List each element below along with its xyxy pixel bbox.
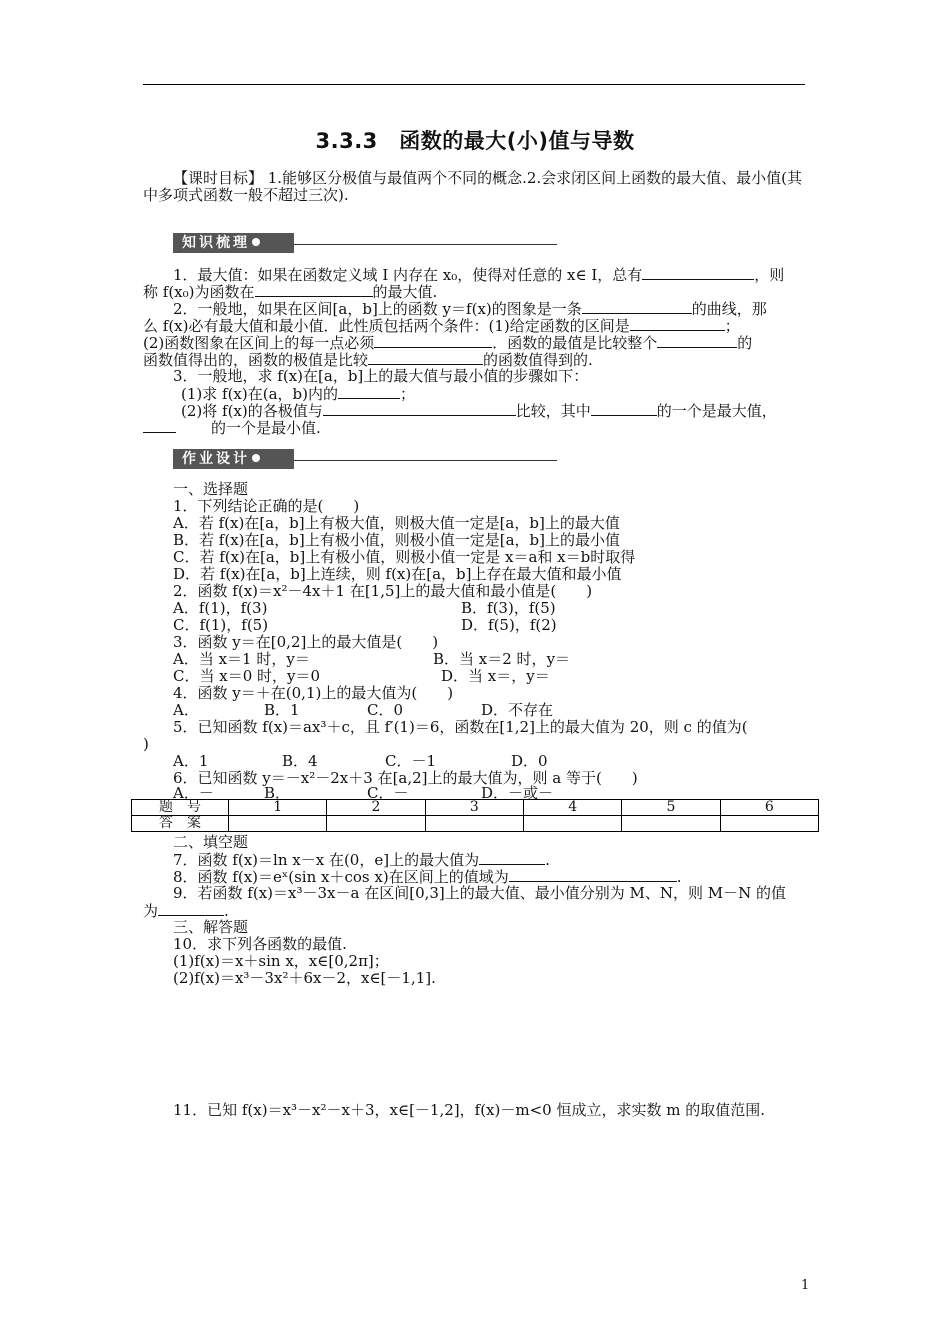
question-2: 2．函数 f(x)＝x²－4x＋1 在[1,5]上的最大值和最小值是( ) <box>173 582 593 600</box>
knowledge-item-3-step1: (1)求 f(x)在(a，b)内的 ； <box>181 385 415 403</box>
question-1-option-c: C．若 f(x)在[a，b]上有极小值，则极小值一定是 x＝a和 x＝b时取得 <box>173 548 636 566</box>
fill-blank <box>642 266 754 280</box>
knowledge-item-2-cont: (2)函数图象在区间上的每一点必须 ．函数的最值是比较整个 的 <box>143 334 753 352</box>
fill-blank <box>479 851 545 865</box>
part-heading-solve: 三、解答题 <box>173 918 249 936</box>
question-9: 9．若函数 f(x)＝x³－3x－a 在区间[0,3]上的最大值、最小值分别为 M、N，则 M－N 的值 <box>173 884 787 902</box>
question-2-option-c: C．f(1)，f(5) <box>173 616 269 634</box>
question-3-option-c: C．当 x＝0 时，y＝0 <box>173 667 321 685</box>
fill-blank <box>143 419 176 433</box>
knowledge-item-2: 2．一般地，如果在区间[a，b]上的函数 y＝f(x)的图象是一条 的曲线，那 <box>173 300 767 318</box>
header-rule <box>143 84 805 85</box>
bullet-dot-icon <box>252 454 260 462</box>
question-6-option-b: B． <box>264 784 291 802</box>
question-1-option-b: B．若 f(x)在[a，b]上有极小值，则极小值一定是[a，b]上的最小值 <box>173 531 621 549</box>
question-1-option-d: D．若 f(x)在[a，b]上连续，则 f(x)在[a，b]上存在最大值和最小值 <box>173 565 622 583</box>
table-header-cell: 1 <box>229 800 327 816</box>
knowledge-item-1: 1．最大值：如果在函数定义域 I 内存在 x₀，使得对任意的 x∈ I，总有 ，则 <box>173 266 785 284</box>
fill-blank <box>255 283 373 297</box>
table-header-cell: 3 <box>425 800 523 816</box>
question-5-option-a: A．1 <box>173 752 209 770</box>
answer-cell[interactable] <box>327 816 425 832</box>
section-rule <box>294 460 557 461</box>
fill-blank <box>582 300 692 314</box>
knowledge-item-2-cont: 函数值得出的，函数的极值是比较 的函数值得到的. <box>143 351 593 369</box>
answer-cell[interactable] <box>523 816 621 832</box>
fill-blank <box>368 351 483 365</box>
table-header-cell: 6 <box>720 800 818 816</box>
answer-cell[interactable] <box>720 816 818 832</box>
page-number: 1 <box>801 1278 810 1293</box>
question-6-option-c: C．－ <box>367 784 409 802</box>
question-3-option-b: B．当 x＝2 时，y＝ <box>433 650 571 668</box>
section-homework-label: 作业设计 <box>182 451 250 467</box>
question-7: 7．函数 f(x)＝ln x－x 在(0，e]上的最大值为 . <box>173 851 550 869</box>
table-header-cell: 题 号 <box>132 800 229 816</box>
question-10-part-2: (2)f(x)＝x³－3x²＋6x－2，x∈[－1,1]. <box>173 969 436 987</box>
question-10: 10．求下列各函数的最值. <box>173 935 347 953</box>
question-4: 4．函数 y＝＋在(0,1)上的最大值为( ) <box>173 684 454 702</box>
fill-blank <box>591 402 657 416</box>
question-6-option-a: A．－ <box>173 784 214 802</box>
question-2-option-a: A．f(1)，f(3) <box>173 599 268 617</box>
question-3-option-a: A．当 x＝1 时，y＝ <box>173 650 310 668</box>
answer-cell[interactable] <box>425 816 523 832</box>
question-6-option-d: D．－或－ <box>481 784 554 802</box>
fill-blank <box>158 902 224 916</box>
question-4-option-c: C．0 <box>367 701 404 719</box>
fill-blank <box>509 868 677 882</box>
part-heading-choice: 一、选择题 <box>173 480 249 498</box>
question-6: 6．已知函数 y＝－x²－2x＋3 在[a,2]上的最大值为，则 a 等于( ) <box>173 769 638 787</box>
question-4-option-b: B．1 <box>264 701 300 719</box>
question-5-cont: ) <box>143 735 149 753</box>
page-title: 3.3.3 函数的最大(小)值与导数 <box>315 129 635 153</box>
answer-table <box>131 799 819 832</box>
table-header-cell: 2 <box>327 800 425 816</box>
question-4-option-a: A． <box>173 701 199 719</box>
question-11: 11．已知 f(x)＝x³－x²－x＋3，x∈[－1,2]，f(x)－m<0 恒成立，求实数 m 的取值范围. <box>173 1101 765 1119</box>
fill-blank <box>338 385 400 399</box>
fill-blank <box>630 317 725 331</box>
question-5-option-b: B．4 <box>282 752 318 770</box>
fill-blank <box>323 402 516 416</box>
question-9-cont: 为 . <box>143 902 229 920</box>
question-1-option-a: A．若 f(x)在[a，b]上有极大值，则极大值一定是[a，b]上的最大值 <box>173 514 620 532</box>
section-badge-homework <box>173 449 294 469</box>
knowledge-item-1-cont: 称 f(x₀)为函数在 的最大值. <box>143 283 438 301</box>
fill-blank <box>657 334 737 348</box>
bullet-dot-icon <box>252 238 260 246</box>
question-1: 1．下列结论正确的是( ) <box>173 497 360 515</box>
answer-cell[interactable] <box>229 816 327 832</box>
part-heading-fill: 二、填空题 <box>173 833 249 851</box>
table-row <box>132 800 819 816</box>
section-knowledge-label: 知识梳理 <box>182 235 250 251</box>
answer-cell[interactable] <box>622 816 720 832</box>
section-badge-knowledge <box>173 233 294 253</box>
knowledge-item-3: 3．一般地，求 f(x)在[a，b]上的最大值与最小值的步骤如下： <box>173 367 589 385</box>
question-2-option-d: D．f(5)，f(2) <box>461 616 557 634</box>
question-2-option-b: B．f(3)，f(5) <box>461 599 556 617</box>
knowledge-item-3-step2: (2)将 f(x)的各极值与 比较，其中 的一个是最大值， <box>181 402 777 420</box>
question-5-option-d: D．0 <box>511 752 548 770</box>
question-8: 8．函数 f(x)＝eˣ(sin x＋cos x)在区间上的值域为 . <box>173 868 682 886</box>
question-4-option-d: D．不存在 <box>481 701 554 719</box>
question-5: 5．已知函数 f(x)＝ax³＋c，且 f′(1)＝6，函数在[1,2]上的最大值为 20，则 c 的值为( <box>173 718 748 736</box>
question-3: 3．函数 y＝在[0,2]上的最大值是( ) <box>173 633 439 651</box>
knowledge-item-3-step2-cont: 的一个是最小值. <box>143 419 808 437</box>
section-rule <box>294 244 557 245</box>
question-3-option-d: D．当 x＝，y＝ <box>441 667 550 685</box>
knowledge-item-2-cont: 么 f(x)必有最大值和最小值．此性质包括两个条件：(1)给定函数的区间是 ； <box>143 317 740 335</box>
table-row-label: 答 案 <box>132 816 229 832</box>
table-header-cell: 4 <box>523 800 621 816</box>
lesson-goals: 【课时目标】 1.能够区分极值与最值两个不同的概念.2.会求闭区间上函数的最大值、最小值(其中多项式函数一般不超过三次). <box>143 169 803 204</box>
fill-blank <box>374 334 492 348</box>
question-10-part-1: (1)f(x)＝x＋sin x，x∈[0,2π]； <box>173 952 389 970</box>
table-row <box>132 816 819 832</box>
question-5-option-c: C．－1 <box>385 752 437 770</box>
table-header-cell: 5 <box>622 800 720 816</box>
